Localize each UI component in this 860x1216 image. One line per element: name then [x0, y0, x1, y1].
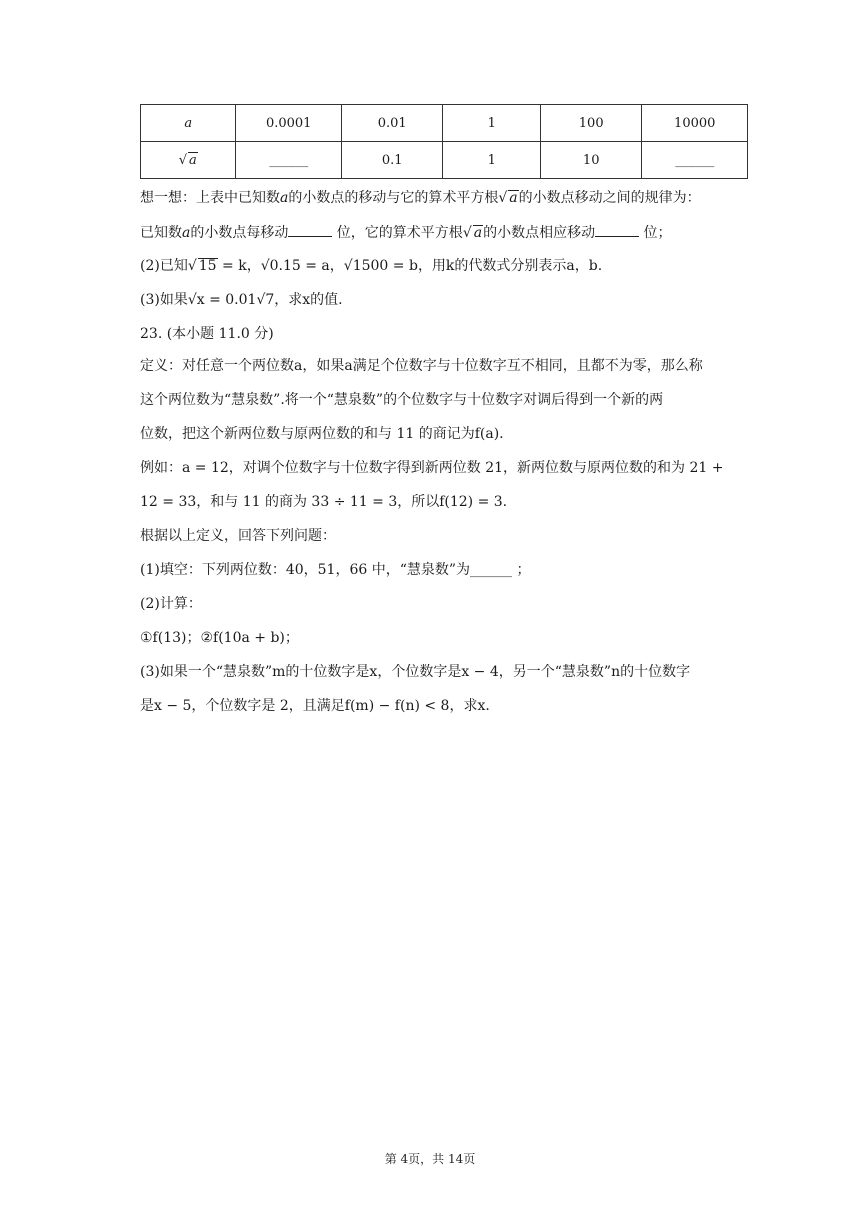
table-cell: 10000: [642, 105, 748, 142]
definition-line: 定义：对任意一个两位数a，如果a满足个位数字与十位数字互不相同，且都不为零，那么称: [140, 358, 703, 374]
definition-line: 这个两位数为“慧泉数”.将一个“慧泉数”的个位数字与十位数字对调后得到一个新的两: [140, 392, 664, 408]
table-cell: 0.1: [341, 142, 443, 179]
intro-line: 根据以上定义，回答下列问题：: [140, 528, 336, 544]
table-row: [141, 105, 748, 142]
question-part-3: (3)如果√x = 0.01√7，求x的值.: [140, 292, 343, 308]
question-part-3: 是x − 5，个位数字是 2，且满足f(m) − f(n) < 8，求x.: [140, 698, 490, 714]
example-line: 例如：a = 12，对调个位数字与十位数字得到新两位数 21，新两位数与原两位数的和为 21 +: [140, 460, 724, 476]
square-root-table: [140, 104, 748, 179]
row-label-sqrt-a: √ a: [141, 142, 236, 179]
table-cell: 0.01: [341, 105, 443, 142]
table-cell: 0.0001: [236, 105, 342, 142]
example-line: 12 = 33，和与 11 的商为 33 ÷ 11 = 3，所以f(12) = 3.: [140, 494, 508, 510]
row-label-a: a: [141, 105, 236, 142]
question-part-2: (2)计算：: [140, 596, 202, 612]
page-footer: 第 4页，共 14页: [384, 1152, 476, 1166]
table-row: [141, 142, 748, 179]
rule-line: 已知数a的小数点每移动 位，它的算术平方根√ a的小数点相应移动 位；: [140, 222, 750, 243]
definition-line: 位数，把这个新两位数与原两位数的和与 11 的商记为f(a).: [140, 426, 504, 442]
think-line: 想一想：上表中已知数a的小数点的移动与它的算术平方根√ a的小数点移动之间的规律为：: [140, 190, 701, 206]
table-cell: 100: [540, 105, 642, 142]
table-cell-blank: ______: [236, 142, 342, 179]
question-part-2: (2)已知√ 15 = k，√0.15 = a，√1500 = b，用k的代数式分别表示a，b.: [140, 258, 603, 274]
table-cell-blank: ______: [642, 142, 748, 179]
table-cell: 1: [443, 105, 540, 142]
table-cell: 10: [540, 142, 642, 179]
question-part-1: (1)填空：下列两位数：40，51，66 中，“慧泉数”为______ ；: [140, 562, 531, 578]
question-part-3: (3)如果一个“慧泉数”m的十位数字是x，个位数字是x − 4，另一个“慧泉数”n的十位数字: [140, 664, 691, 680]
table-cell: 1: [443, 142, 540, 179]
question-part-2-items: ①f(13)；②f(10a + b)；: [140, 630, 299, 646]
question-23-header: 23. (本小题 11.0 分): [140, 326, 274, 342]
